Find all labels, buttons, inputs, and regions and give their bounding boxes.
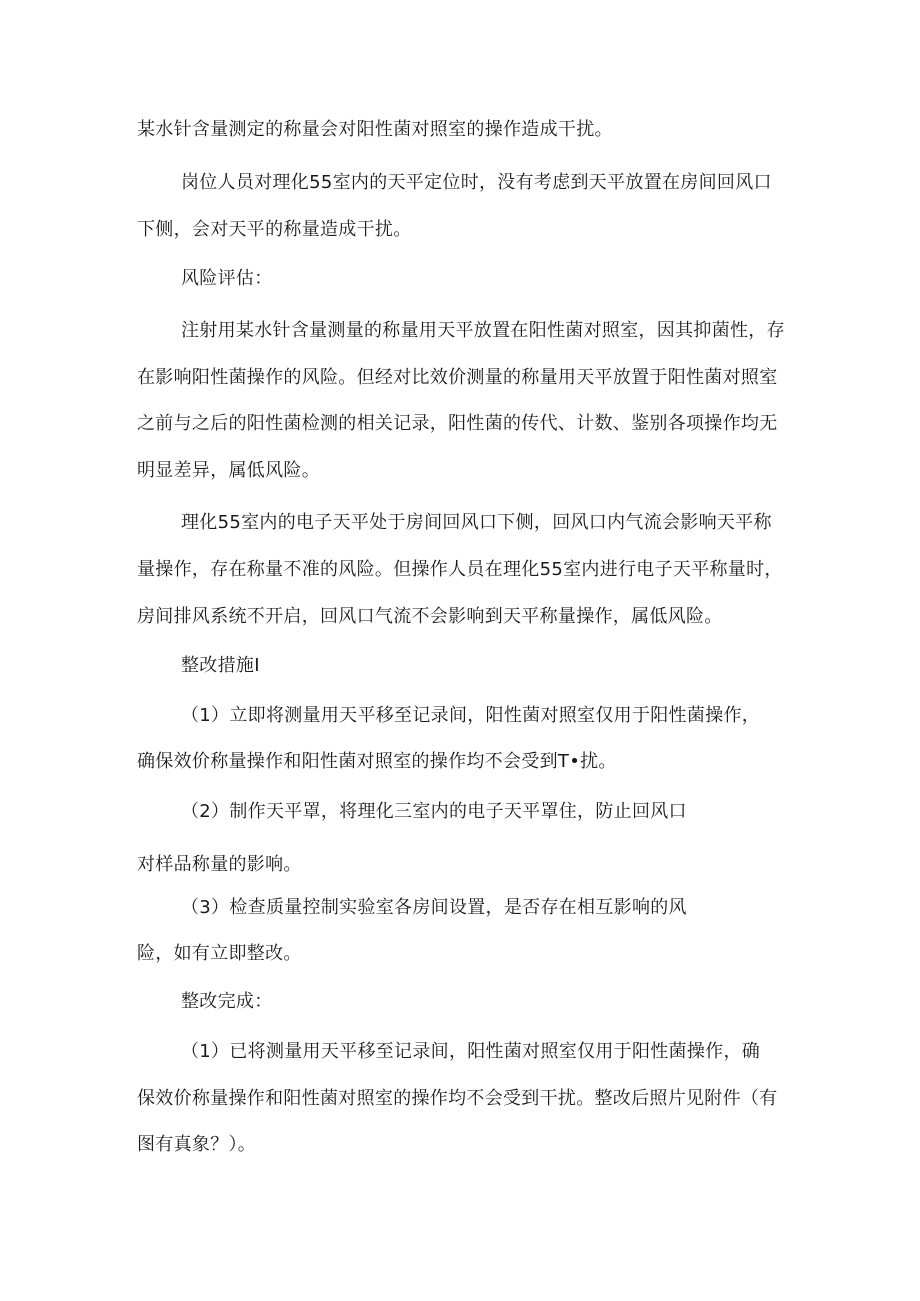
list-item-line: （2）制作天平罩，将理化三室内的电子天平罩住，防止回风口 [181,801,687,822]
paragraph-line: 理化55室内的电子天平处于房间回风口下侧，回风口内气流会影响天平称 [181,512,772,533]
section-heading-corrective-measures: 整改措施I [181,655,260,676]
paragraph-line: 量操作，存在称量不准的风险。但操作人员在理化55室内进行电子天平称量时， [137,559,783,580]
list-item-line: 保效价称量操作和阳性菌对照室的操作均不会受到干扰。整改后照片见附件（有 [137,1088,778,1109]
list-item-line: （1）立即将测量用天平移至记录间，阳性菌对照室仅用于阳性菌操作， [181,705,761,726]
list-item-line: 险，如有立即整改。 [137,943,302,964]
list-item-line: （3）检查质量控制实验室各房间设置，是否存在相互影响的风 [181,897,687,918]
paragraph-line: 注射用某水针含量测量的称量用天平放置在阳性菌对照室，因其抑菌性，存 [181,320,785,341]
list-item-line: 确保效价称量操作和阳性菌对照室的操作均不会受到T•扰。 [137,751,617,772]
list-item-line: 图有真象？）。 [137,1134,257,1155]
paragraph-line: 在影响阳性菌操作的风险。但经对比效价测量的称量用天平放置于阳性菌对照室 [137,367,778,388]
paragraph-line: 某水针含量测定的称量会对阳性菌对照室的操作造成干扰。 [137,119,613,140]
paragraph-line: 岗位人员对理化55室内的天平定位时，没有考虑到天平放置在房间回风口 [181,172,772,193]
paragraph-line: 之前与之后的阳性菌检测的相关记录，阳性菌的传代、计数、鉴别各项操作均无 [137,413,778,434]
paragraph-line: 下侧，会对天平的称量造成干扰。 [137,219,412,240]
section-heading-rectification-complete: 整改完成： [181,991,273,1012]
paragraph-line: 明显差异，属低风险。 [137,460,320,481]
paragraph-line: 房间排风系统不开启，回风口气流不会影响到天平称量操作，属低风险。 [137,606,723,627]
list-item-line: 对样品称量的影响。 [137,854,302,875]
section-heading-risk-assessment: 风险评估： [181,268,273,289]
list-item-line: （1）已将测量用天平移至记录间，阳性菌对照室仅用于阳性菌操作，确 [181,1041,761,1062]
